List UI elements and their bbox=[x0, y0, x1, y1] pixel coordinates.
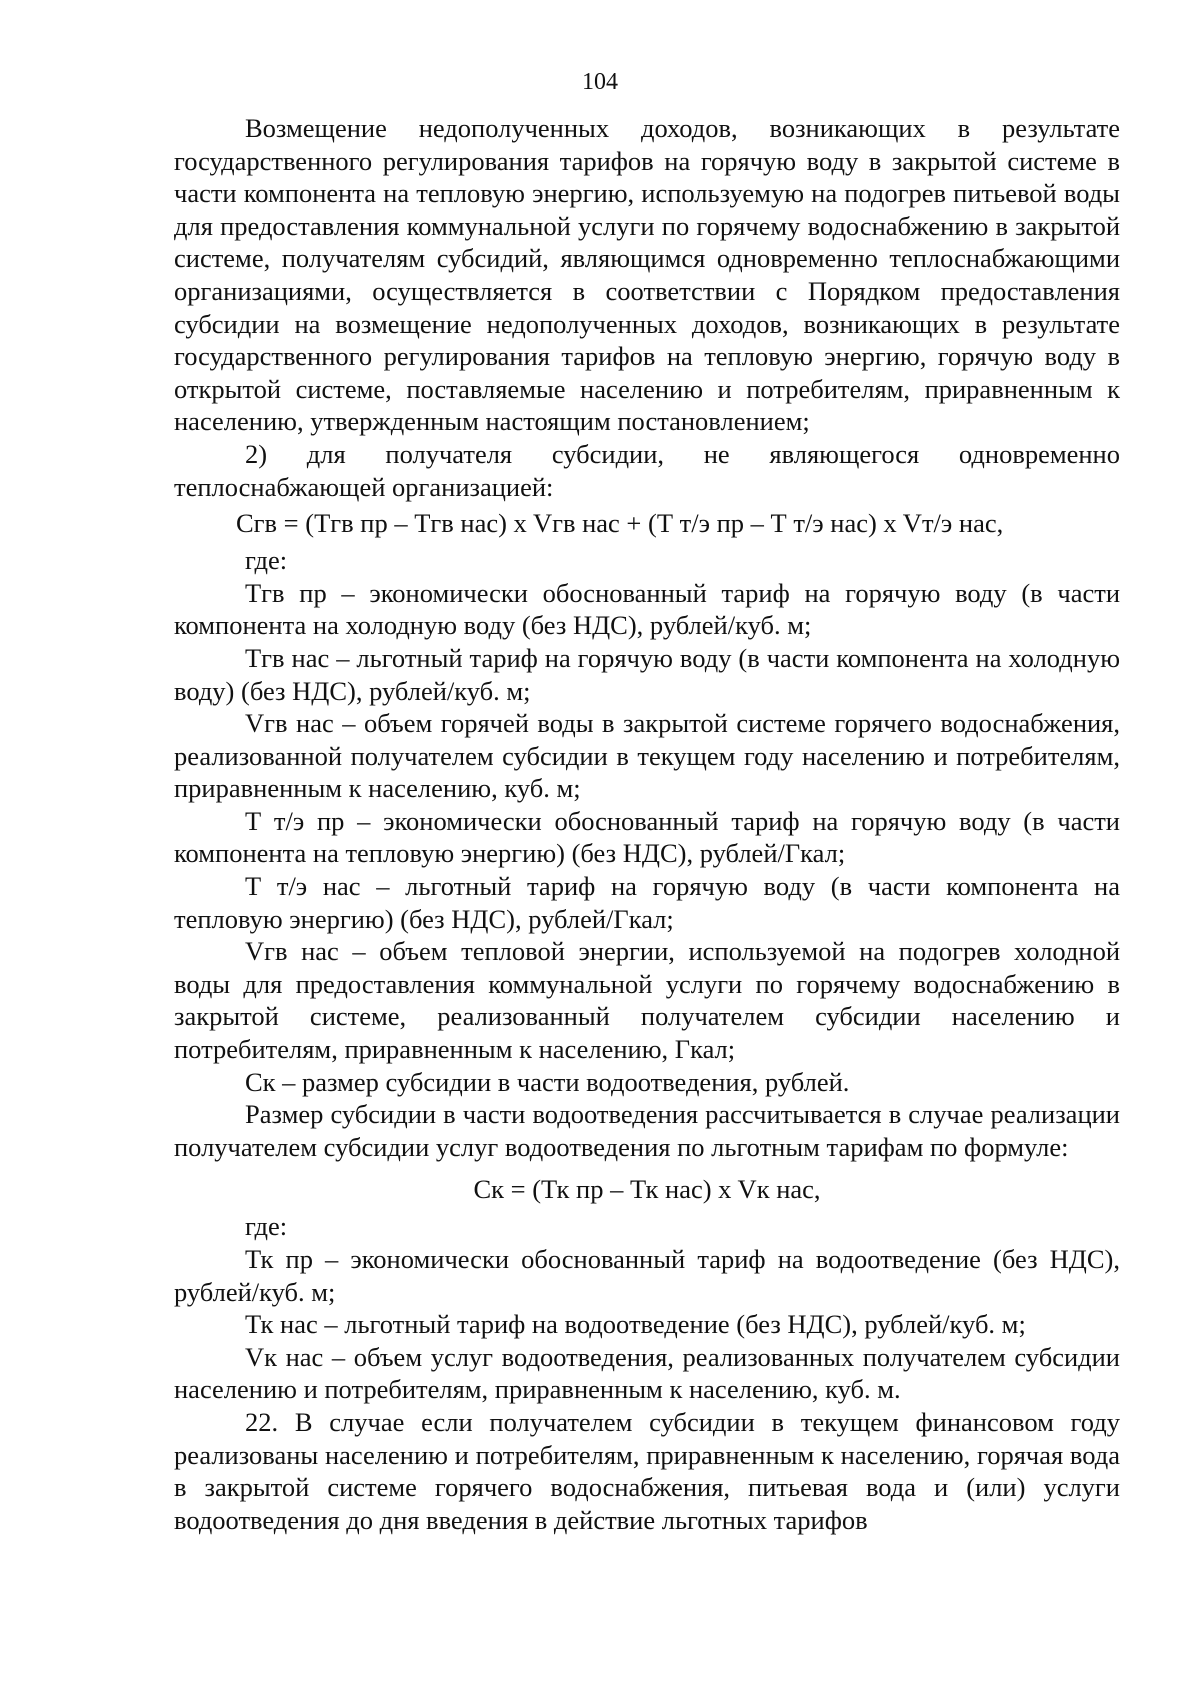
definition-vgv-energy: Vгв нас – объем тепловой энергии, используемой на подогрев холодной воды для предоставления коммунальной услуги по горячему водоснабжению в закрытой системе, реализованный получателем субсидии населению и потребителям, приравненным к населению, Гкал; bbox=[174, 936, 1120, 1065]
definition-tgv-nas: Тгв нас – льготный тариф на горячую воду (в части компонента на холодную воду) (без НДС), рублей/куб. м; bbox=[174, 642, 1120, 706]
document-body bbox=[174, 112, 1120, 1536]
definition-vgv-nas: Vгв нас – объем горячей воды в закрытой системе горячего водоснабжения, реализованной получателем субсидии в текущем году населению и потребителям, приравненным к населению, куб. м; bbox=[174, 708, 1120, 804]
paragraph-item-2: 2) для получателя субсидии, не являющегося одновременно теплоснабжающей организацией: bbox=[174, 438, 1120, 502]
definition-tk-pr: Тк пр – экономически обоснованный тариф на водоотведение (без НДС), рублей/куб. м; bbox=[174, 1244, 1120, 1307]
where-label-2: где: bbox=[245, 1211, 288, 1242]
paragraph-sewerage-size: Размер субсидии в части водоотведения рассчитывается в случае реализации получателем субсидии услуг водоотведения по льготным тарифам по формуле: bbox=[174, 1099, 1120, 1162]
definition-vk-nas: Vк нас – объем услуг водоотведения, реализованных получателем субсидии населению и потребителям, приравненным к населению, куб. м. bbox=[174, 1341, 1120, 1405]
formula-hot-water-subsidy: Сгв = (Тгв пр – Тгв нас) x Vгв нас + (Т т/э пр – Т т/э нас) x Vт/э нас, bbox=[236, 508, 1004, 539]
definition-tk-nas: Тк нас – льготный тариф на водоотведение (без НДС), рублей/куб. м; bbox=[245, 1309, 1026, 1340]
definition-tgv-pr: Тгв пр – экономически обоснованный тариф на горячую воду (в части компонента на холодную воду (без НДС), рублей/куб. м; bbox=[174, 577, 1120, 641]
definition-ck: Ск – размер субсидии в части водоотведения, рублей. bbox=[245, 1066, 850, 1097]
page-number: 104 bbox=[582, 69, 618, 95]
paragraph-compensation: Возмещение недополученных доходов, возникающих в результате государственного регулирования тарифов на горячую воду в закрытой системе в части компонента на тепловую энергию, используемую на подогрев питьевой воды для предоставления коммунальной услуги по горячему водоснабжению в закрытой системе, получателям субсидий, являющимся одновременно теплоснабжающими организациями, осуществляется в соответствии с Порядком предоставления субсидии на возмещение недополученных доходов, возникающих в результате государственного регулирования тарифов на тепловую энергию, горячую воду в открытой системе, поставляемые населению и потребителям, приравненным к населению, утвержденным настоящим постановлением; bbox=[174, 113, 1120, 437]
where-label: где: bbox=[245, 545, 288, 576]
definition-tte-pr: Т т/э пр – экономически обоснованный тариф на горячую воду (в части компонента на тепловую энергию) (без НДС), рублей/Гкал; bbox=[174, 805, 1120, 869]
formula-sewerage-subsidy: Ск = (Тк пр – Тк нас) x Vк нас, bbox=[473, 1174, 821, 1205]
definition-tte-nas: Т т/э нас – льготный тариф на горячую воду (в части компонента на тепловую энергию) (без НДС), рублей/Гкал; bbox=[174, 871, 1120, 934]
paragraph-22: 22. В случае если получателем субсидии в текущем финансовом году реализованы населению и потребителям, приравненным к населению, горячая вода в закрытой системе горячего водоснабжения, питьевая вода и (или) услуги водоотведения до дня введения в действие льготных тарифов bbox=[174, 1406, 1120, 1535]
